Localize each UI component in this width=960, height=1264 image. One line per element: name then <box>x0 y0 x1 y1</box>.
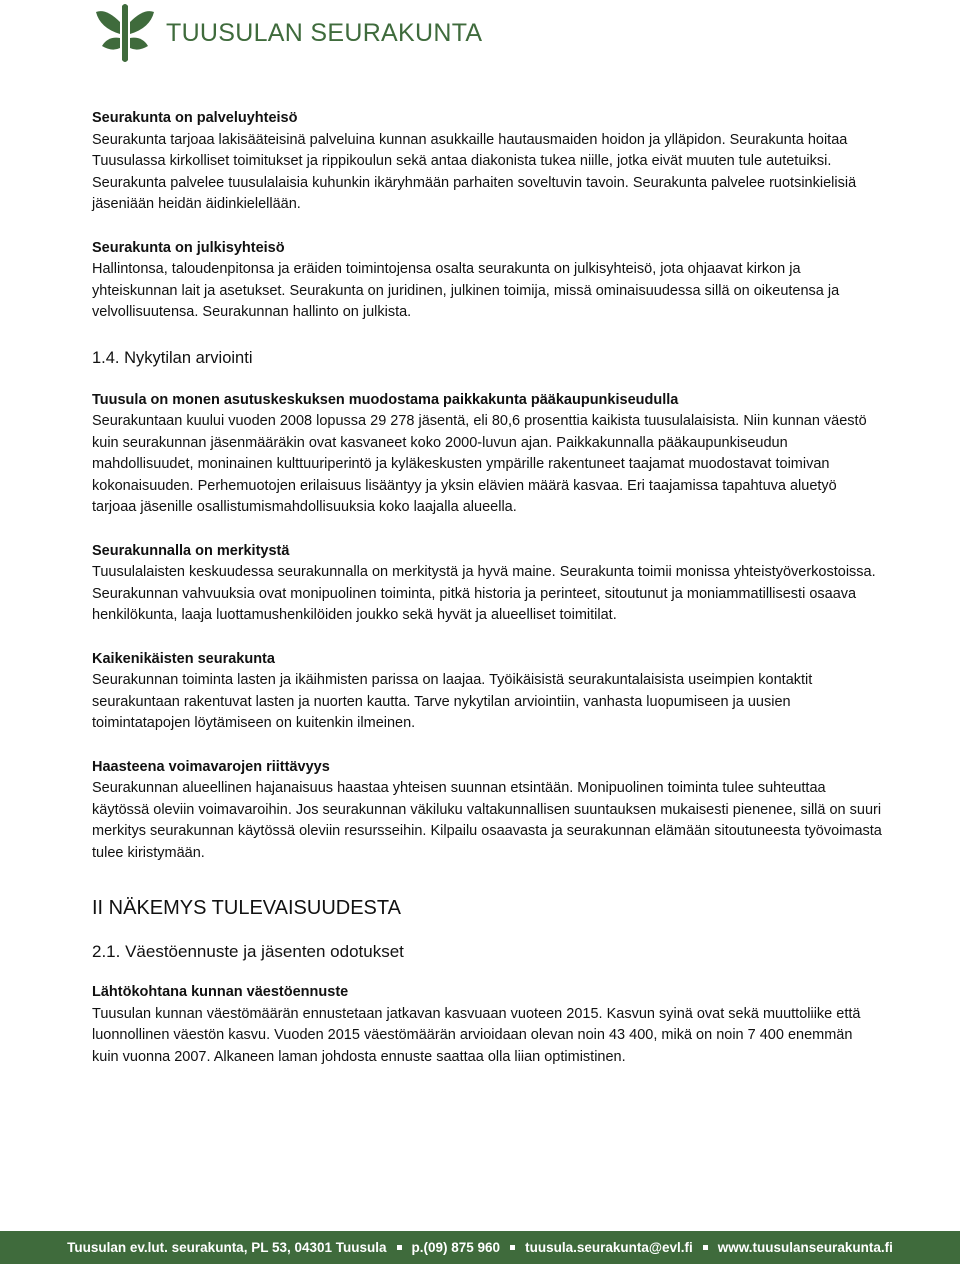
section-asutuskeskukset <box>92 390 882 519</box>
chapter-heading: II NÄKEMYS TULEVAISUUDESTA <box>92 897 401 919</box>
section-heading: Haasteena voimavarojen riittävyys <box>92 758 330 775</box>
section-text: Seurakunnan alueellinen hajanaisuus haastaa yhteisen suunnan etsintään. Monipuolinen toiminta tulee suhteuttaa käytössä oleviin voimavaroihin. Jos seurakunnan väkiluku valtakunnallisen suuntauksen mukaisesti pienenee, sillä on suuri merkitys seurakunnan käytössä oleviin resursseihin. Kilpailu osaavasta ja seurakunnan elämään sitoutuneesta työvoimasta tulee kiristymään. <box>92 780 882 861</box>
section-text: Seurakunta tarjoaa lakisääteisinä palveluina kunnan asukkaille hautausmaiden hoidon ja ylläpidon. Seurakunta hoitaa Tuusulassa kirkolliset toimitukset ja rippikoulun sekä antaa diakonista tukea niille, jotka eivät muuten tule autetuiksi. Seurakunta palvelee tuusulalaisia kuhunkin ikäryhmään parhaiten soveltuvin tavoin. Seurakunta palvelee ruotsinkielisiä jäseniään heidän äidinkielellään. <box>92 131 857 212</box>
letterhead <box>92 0 482 66</box>
organization-name: TUUSULAN SEURAKUNTA <box>166 18 483 47</box>
footer-website[interactable]: www.tuusulanseurakunta.fi <box>717 1240 893 1255</box>
document-body <box>92 108 882 1090</box>
section-julkisyhteiso <box>92 238 882 324</box>
subsection-heading: 2.1. Väestöennuste ja jäsenten odotukset <box>92 942 404 961</box>
section-kaikenikaisten <box>92 649 882 735</box>
section-text: Tuusulan kunnan väestömäärän ennustetaan jatkavan kasvuaan vuoteen 2015. Kasvun syinä ovat sekä muuttoliike että luonnollinen väestön kasvu. Vuoden 2015 väestömäärän arvioidaan olevan noin 43 400, mikä on noin 7 400 enemmän kuin vuonna 2007. Alkaneen laman johdosta ennuste saattaa olla liian optimistinen. <box>92 1005 861 1065</box>
footer-email[interactable]: tuusula.seurakunta@evl.fi <box>525 1240 693 1255</box>
section-heading: Seurakunta on palveluyhteisö <box>92 110 298 126</box>
leaf-cross-logo-icon <box>92 0 158 66</box>
section-text: Hallintonsa, taloudenpitonsa ja eräiden toimintojensa osalta seurakunta on julkisyhteisö, jota ohjaavat kirkon ja yhteiskunnan lait ja asetukset. Seurakunta on juridinen, julkinen toimija, missä ominaisuudessa sillä on oikeutensa ja velvollisuutensa. Seurakunnan hallinto on julkista. <box>92 261 840 320</box>
section-vaestoennuste <box>92 982 882 1068</box>
section-heading: Seurakunnalla on merkitystä <box>92 542 290 559</box>
section-palveluyhteiso <box>92 108 882 216</box>
section-text: Tuusulalaisten keskuudessa seurakunnalla on merkitystä ja hyvä maine. Seurakunta toimii monissa yhteistyöverkostoissa. Seurakunnan vahvuuksia ovat monipuolinen toiminta, pitkä historia ja perinteet, sitoutunut ja moniammatillisesti osaava henkilökunta, laaja luottamushenkilöiden joukko sekä hyvät ja alueelliset toimitilat. <box>92 564 876 623</box>
subsection-heading: 1.4. Nykytilan arviointi <box>92 348 253 367</box>
section-text: Seurakunnan toiminta lasten ja ikäihmisten parissa on laajaa. Työikäisistä seurakuntalaisista useimpien kontaktit seurakuntaan rakentuvat lasten ja nuorten kautta. Tarve nykytilan arviointiin, vanhasta luopumiseen ja uusien toimintatapojen löytämiseen on kuitenkin ilmeinen. <box>92 672 813 731</box>
section-merkitysta <box>92 541 882 627</box>
footer-separator <box>703 1245 708 1250</box>
footer-contact-bar <box>0 1231 960 1264</box>
section-heading: Kaikenikäisten seurakunta <box>92 650 275 667</box>
section-heading: Seurakunta on julkisyhteisö <box>92 239 285 256</box>
section-heading: Lähtökohtana kunnan väestöennuste <box>92 984 349 1000</box>
footer-phone: p.(09) 875 960 <box>411 1240 501 1255</box>
footer-separator <box>397 1245 402 1250</box>
footer-separator <box>510 1245 515 1250</box>
section-text: Seurakuntaan kuului vuoden 2008 lopussa 29 278 jäsentä, eli 80,6 prosenttia kaikista tuusulalaisista. Niin kunnan väestö kuin seurakunnan jäsenmääräkin ovat kasvaneet koko 2000-luvun ajan. Paikkakunnalla pääkaupunkiseudun mahdollisuudet, moninainen kulttuuriperintö ja kyläkeskusten ympärille rakentuneet taajamat muodostavat toimivan kokonaisuuden. Perhemuotojen erilaisuus lisääntyy ja yksin elävien määrä kasvaa. Eri taajamissa tapahtuva aluetyö tarjoaa jäsenille osallistumismahdollisuuksia koko laajalla alueella. <box>92 413 867 515</box>
section-voimavarat <box>92 757 882 865</box>
footer-address: Tuusulan ev.lut. seurakunta, PL 53, 04301 Tuusula <box>67 1240 387 1255</box>
section-heading: Tuusula on monen asutuskeskuksen muodostama paikkakunta pääkaupunkiseudulla <box>92 391 679 408</box>
